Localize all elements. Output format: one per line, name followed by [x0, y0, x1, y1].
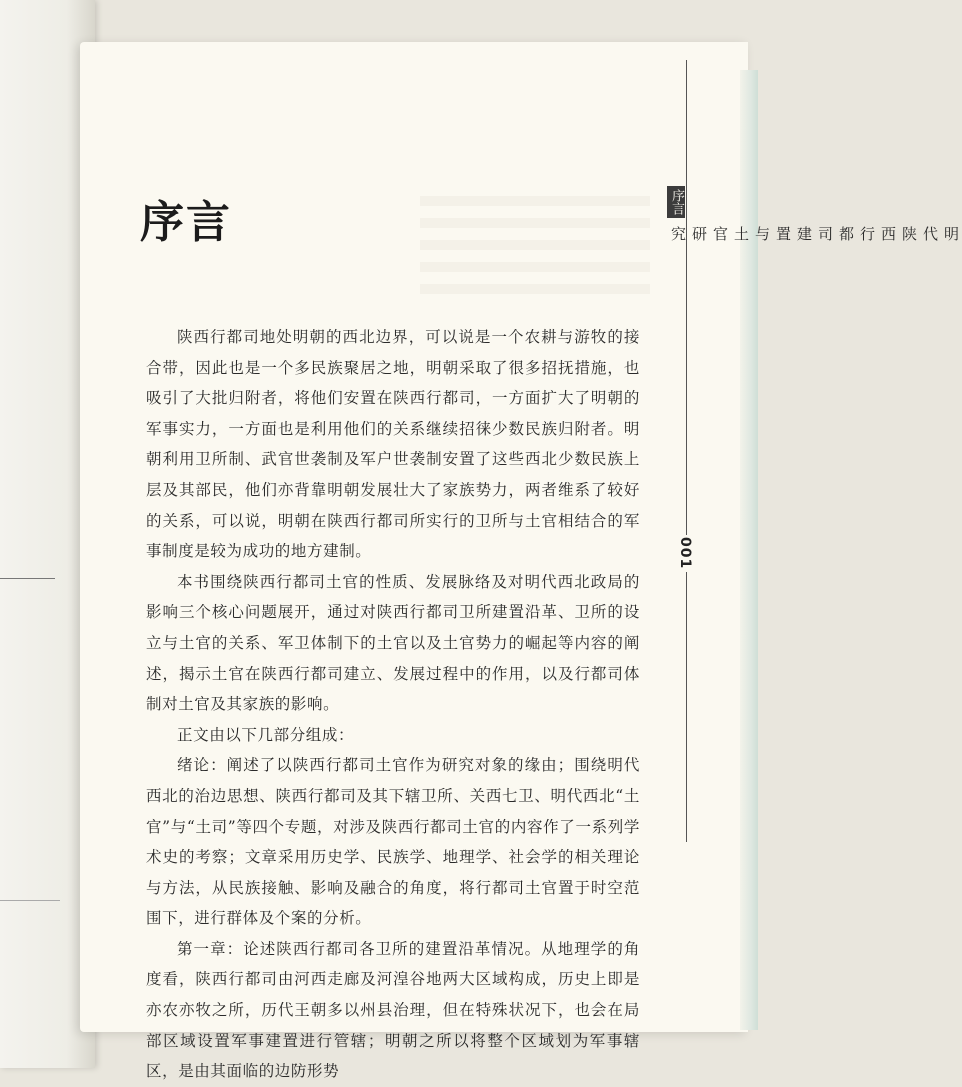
paragraph-2: 本书围绕陕西行都司土官的性质、发展脉络及对明代西北政局的影响三个核心问题展开，通过对陕西行都司卫所建置沿革、卫所的设立与土官的关系、军卫体制下的土官以及土官势力的崛起等内容的阐述，揭示土官在陕西行都司建立、发展过程中的作用，以及行都司体制对土官及其家族的影响。: [146, 572, 640, 714]
facing-page-rule-lower: [0, 900, 60, 901]
paragraph-4: 绪论：阐述了以陕西行都司土官作为研究对象的缘由；围绕明代西北的治边思想、陕西行都司及其下辖卫所、关西七卫、明代西北“土官”与“土司”等四个专题，对涉及陕西行都司土官的内容作了一系列学术史的考察；文章采用历史学、民族学、地理学、社会学的相关理论与方法，从民族接触、影响及融合的角度，将行都司土官置于时空范围下，进行群体及个案的分析。: [146, 756, 640, 928]
show-through-text: [420, 196, 650, 306]
paragraph-5: 第一章：论述陕西行都司各卫所的建置沿革情况。从地理学的角度看，陕西行都司由河西走廊及河湟谷地两大区域构成，历史上即是亦农亦牧之所，历代王朝多以州县治理，但在特殊状况下，也会在局部区域设置军事建置进行管辖；明朝之所以将整个区域划为军事辖区，是由其面临的边防形势: [146, 939, 640, 1081]
body-text: [146, 322, 640, 1087]
facing-page-rule: [0, 578, 55, 579]
margin-rule-lower: [686, 572, 687, 842]
page-title: 序言: [140, 197, 232, 248]
paragraph-3: 正文由以下几部分组成：: [177, 725, 355, 744]
page-edges: [740, 70, 758, 1030]
paragraph-1: 陕西行都司地处明朝的西北边界，可以说是一个农耕与游牧的接合带，因此也是一个多民族聚居之地，明朝采取了很多招抚措施，也吸引了大批归附者，将他们安置在陕西行都司，一方面扩大了明朝的军事实力，一方面也是利用他们的关系继续招徕少数民族归附者。明朝利用卫所制、武官世袭制及军户世袭制安置了这些西北少数民族上层及其部民，他们亦背靠明朝发展壮大了家族势力，两者维系了较好的关系，可以说，明朝在陕西行都司所实行的卫所与土官相结合的军事制度是较为成功的地方建制。: [146, 328, 640, 561]
running-head-book-title: 明代陕西行都司建置与土官研究: [669, 226, 960, 242]
running-head-section-tag: 序言: [667, 186, 685, 218]
page-number: 001: [677, 537, 693, 570]
margin-rule-upper: [686, 60, 687, 535]
